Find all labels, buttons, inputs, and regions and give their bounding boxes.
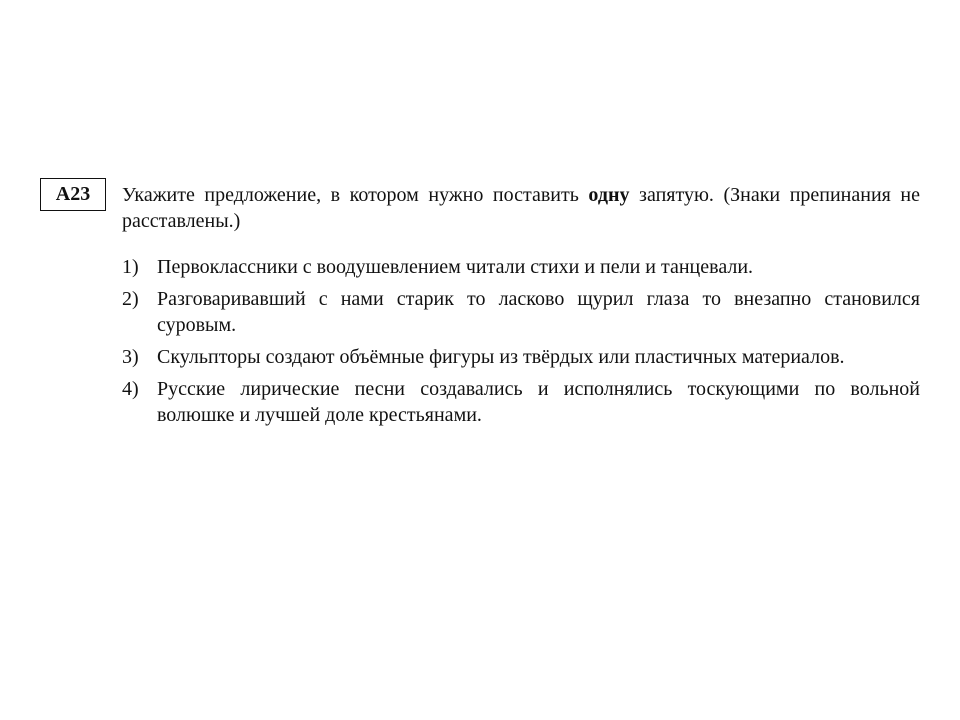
question-text xyxy=(122,182,920,234)
option-number: 3) xyxy=(122,346,139,368)
option-text: Первоклассники с воодушевлением читали стихи и пели и танцевали. xyxy=(157,256,754,278)
answer-option-2 xyxy=(122,286,920,338)
answer-option-1 xyxy=(122,254,920,280)
option-number: 4) xyxy=(122,378,139,400)
task-number-box: A23 xyxy=(40,178,106,211)
question-part-1: Укажите предложение, в котором нужно поставить xyxy=(122,184,589,206)
option-number: 2) xyxy=(122,288,139,310)
option-text: Разговаривавший с нами старик то ласково щурил глаза то внезапно становился суровым. xyxy=(157,288,920,336)
option-text: Русские лирические песни создавались и исполнялись тоскующими по вольной волюшке и лучшей доле крестьянами. xyxy=(157,378,920,426)
answer-option-3 xyxy=(122,344,920,370)
answer-option-4 xyxy=(122,376,920,428)
question-part-2: запятую. (Знаки препинания не расставлены.) xyxy=(122,184,921,232)
option-number: 1) xyxy=(122,256,139,278)
answer-options xyxy=(122,254,920,428)
task-body xyxy=(122,182,920,434)
option-text: Скульпторы создают объёмные фигуры из твёрдых или пластичных материалов. xyxy=(157,346,845,368)
question-emphasis: одну xyxy=(588,184,630,206)
